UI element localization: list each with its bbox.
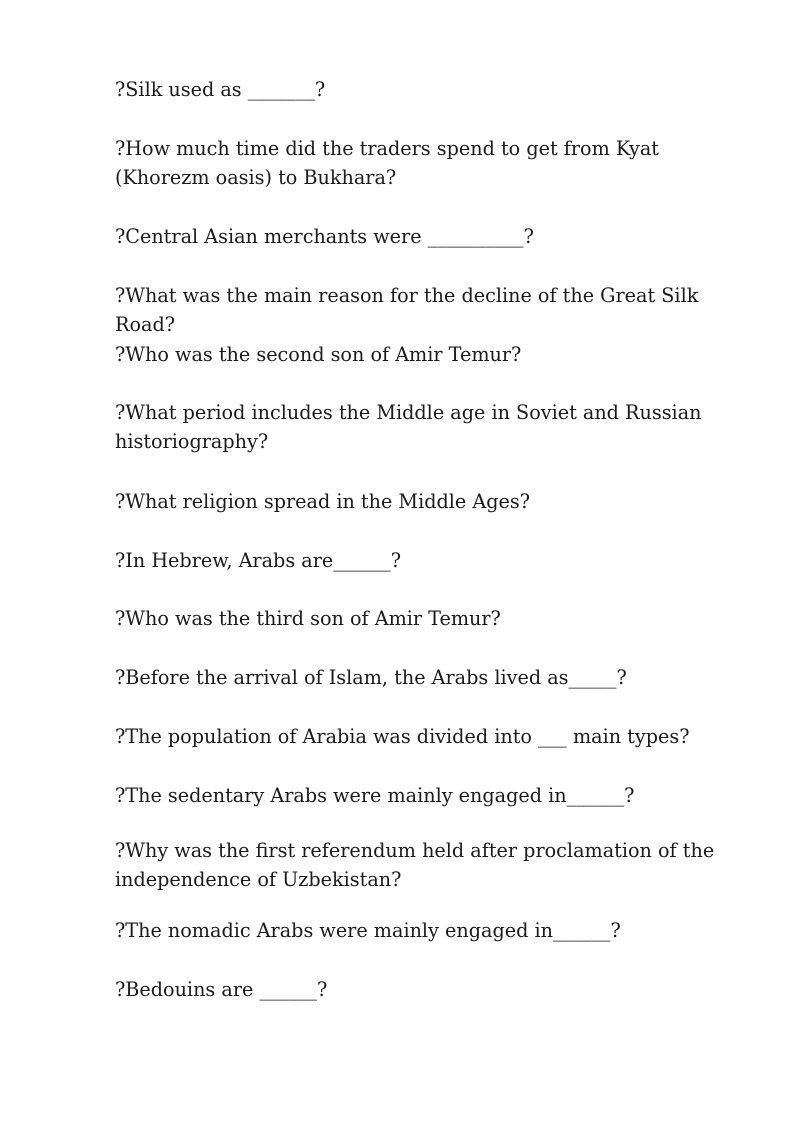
question-2: ?How much time did the traders spend to get from Kyat (Khorezm oasis) to Bukhara? (115, 137, 659, 189)
question-10: ?Before the arrival of Islam, the Arabs lived as_____? (115, 666, 627, 689)
question-5: ?Who was the second son of Amir Temur? (115, 343, 522, 366)
question-9: ?Who was the third son of Amir Temur? (115, 607, 501, 630)
question-3: ?Central Asian merchants were __________? (115, 225, 534, 248)
question-15: ?Bedouins are ______? (115, 978, 328, 1001)
question-13: ?Why was the first referendum held after proclamation of the independence of Uzbekistan? (115, 839, 715, 891)
question-8: ?In Hebrew, Arabs are______? (115, 549, 402, 572)
question-12: ?The sedentary Arabs were mainly engaged in______? (115, 784, 635, 807)
question-11: ?The population of Arabia was divided into ___ main types? (115, 725, 690, 748)
question-7: ?What religion spread in the Middle Ages? (115, 490, 531, 513)
question-4: ?What was the main reason for the decline of the Great Silk Road? (115, 284, 699, 336)
question-6: ?What period includes the Middle age in Soviet and Russian historiography? (115, 401, 702, 453)
question-14: ?The nomadic Arabs were mainly engaged in______? (115, 919, 621, 942)
question-1: ?Silk used as _______? (115, 78, 326, 101)
